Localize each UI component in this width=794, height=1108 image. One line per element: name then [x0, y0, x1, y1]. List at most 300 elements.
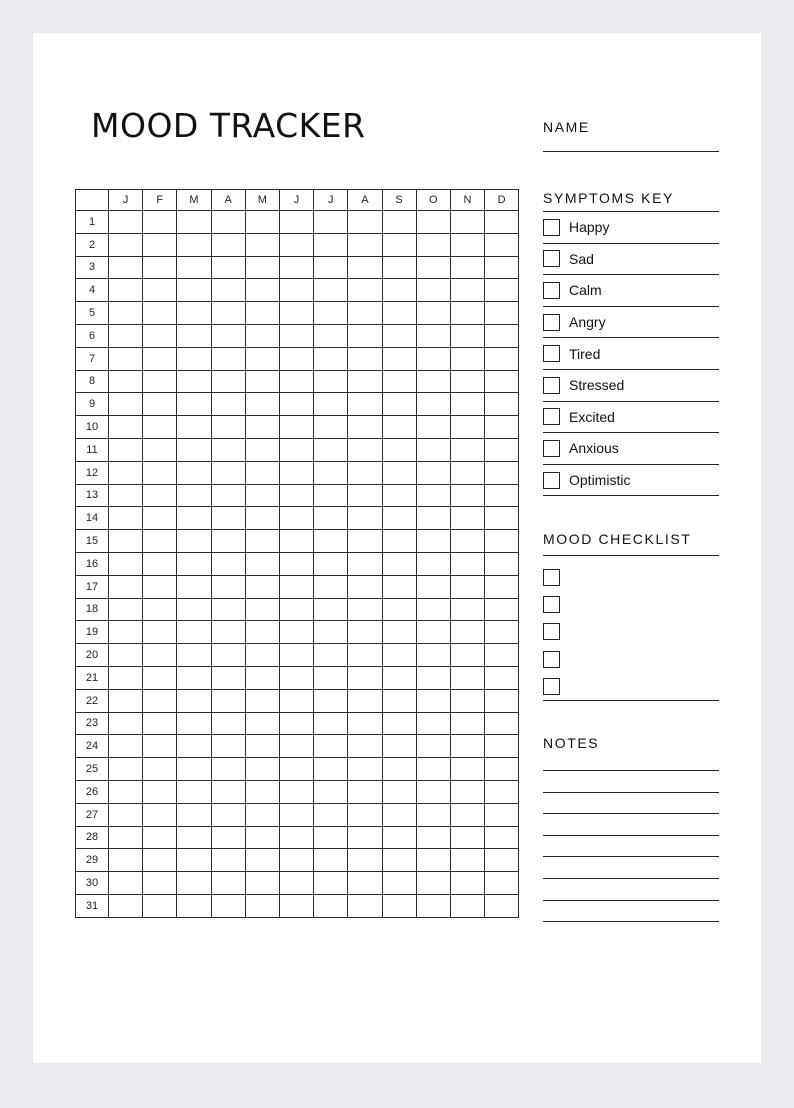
mood-cell[interactable]: [211, 666, 245, 689]
mood-cell[interactable]: [177, 894, 211, 917]
mood-cell[interactable]: [143, 233, 177, 256]
mood-cell[interactable]: [450, 575, 484, 598]
mood-cell[interactable]: [177, 575, 211, 598]
mood-cell[interactable]: [485, 758, 519, 781]
mood-cell[interactable]: [109, 758, 143, 781]
mood-cell[interactable]: [211, 803, 245, 826]
mood-cell[interactable]: [143, 484, 177, 507]
notes-line[interactable]: [543, 835, 719, 836]
mood-cell[interactable]: [143, 347, 177, 370]
mood-cell[interactable]: [485, 826, 519, 849]
mood-cell[interactable]: [314, 621, 348, 644]
mood-cell[interactable]: [485, 211, 519, 234]
mood-cell[interactable]: [211, 621, 245, 644]
mood-cell[interactable]: [279, 803, 313, 826]
mood-cell[interactable]: [382, 484, 416, 507]
mood-cell[interactable]: [348, 803, 382, 826]
mood-cell[interactable]: [416, 507, 450, 530]
mood-cell[interactable]: [382, 211, 416, 234]
mood-cell[interactable]: [211, 211, 245, 234]
mood-cell[interactable]: [109, 621, 143, 644]
mood-cell[interactable]: [109, 279, 143, 302]
symptom-checkbox[interactable]: [543, 472, 560, 489]
mood-cell[interactable]: [485, 689, 519, 712]
mood-cell[interactable]: [143, 393, 177, 416]
mood-cell[interactable]: [485, 393, 519, 416]
mood-cell[interactable]: [109, 484, 143, 507]
mood-cell[interactable]: [279, 279, 313, 302]
mood-cell[interactable]: [485, 803, 519, 826]
mood-cell[interactable]: [245, 666, 279, 689]
mood-cell[interactable]: [348, 598, 382, 621]
mood-cell[interactable]: [382, 780, 416, 803]
mood-cell[interactable]: [314, 256, 348, 279]
mood-cell[interactable]: [382, 666, 416, 689]
mood-cell[interactable]: [348, 233, 382, 256]
mood-cell[interactable]: [450, 302, 484, 325]
mood-cell[interactable]: [109, 324, 143, 347]
mood-cell[interactable]: [382, 256, 416, 279]
mood-cell[interactable]: [485, 666, 519, 689]
mood-cell[interactable]: [211, 849, 245, 872]
mood-cell[interactable]: [245, 324, 279, 347]
mood-cell[interactable]: [382, 644, 416, 667]
mood-cell[interactable]: [382, 689, 416, 712]
mood-cell[interactable]: [177, 461, 211, 484]
mood-cell[interactable]: [143, 780, 177, 803]
mood-cell[interactable]: [348, 644, 382, 667]
mood-cell[interactable]: [314, 438, 348, 461]
mood-cell[interactable]: [245, 894, 279, 917]
mood-cell[interactable]: [348, 347, 382, 370]
mood-cell[interactable]: [416, 735, 450, 758]
mood-cell[interactable]: [485, 302, 519, 325]
mood-cell[interactable]: [245, 644, 279, 667]
mood-cell[interactable]: [279, 552, 313, 575]
mood-cell[interactable]: [450, 211, 484, 234]
mood-cell[interactable]: [485, 347, 519, 370]
mood-cell[interactable]: [245, 233, 279, 256]
mood-cell[interactable]: [314, 894, 348, 917]
mood-cell[interactable]: [245, 552, 279, 575]
mood-cell[interactable]: [314, 598, 348, 621]
mood-cell[interactable]: [382, 507, 416, 530]
mood-cell[interactable]: [382, 302, 416, 325]
mood-cell[interactable]: [416, 324, 450, 347]
mood-cell[interactable]: [143, 507, 177, 530]
mood-cell[interactable]: [245, 211, 279, 234]
mood-cell[interactable]: [177, 689, 211, 712]
mood-cell[interactable]: [314, 552, 348, 575]
mood-cell[interactable]: [382, 758, 416, 781]
mood-cell[interactable]: [211, 735, 245, 758]
mood-cell[interactable]: [109, 416, 143, 439]
mood-cell[interactable]: [314, 484, 348, 507]
mood-cell[interactable]: [279, 347, 313, 370]
mood-cell[interactable]: [450, 393, 484, 416]
mood-cell[interactable]: [279, 575, 313, 598]
mood-cell[interactable]: [450, 256, 484, 279]
mood-cell[interactable]: [143, 302, 177, 325]
mood-cell[interactable]: [279, 233, 313, 256]
symptom-checkbox[interactable]: [543, 250, 560, 267]
mood-cell[interactable]: [109, 598, 143, 621]
mood-cell[interactable]: [348, 575, 382, 598]
mood-cell[interactable]: [211, 416, 245, 439]
mood-cell[interactable]: [177, 598, 211, 621]
mood-cell[interactable]: [279, 758, 313, 781]
mood-cell[interactable]: [450, 826, 484, 849]
mood-cell[interactable]: [314, 324, 348, 347]
mood-cell[interactable]: [314, 826, 348, 849]
mood-cell[interactable]: [416, 211, 450, 234]
mood-cell[interactable]: [348, 894, 382, 917]
mood-cell[interactable]: [279, 211, 313, 234]
mood-cell[interactable]: [382, 530, 416, 553]
mood-cell[interactable]: [416, 416, 450, 439]
mood-cell[interactable]: [382, 324, 416, 347]
mood-cell[interactable]: [314, 211, 348, 234]
mood-cell[interactable]: [348, 484, 382, 507]
mood-cell[interactable]: [177, 621, 211, 644]
mood-cell[interactable]: [314, 735, 348, 758]
mood-cell[interactable]: [109, 256, 143, 279]
mood-cell[interactable]: [177, 416, 211, 439]
mood-cell[interactable]: [314, 712, 348, 735]
mood-cell[interactable]: [382, 461, 416, 484]
mood-cell[interactable]: [450, 758, 484, 781]
mood-cell[interactable]: [211, 461, 245, 484]
mood-cell[interactable]: [485, 507, 519, 530]
mood-cell[interactable]: [279, 644, 313, 667]
mood-cell[interactable]: [314, 575, 348, 598]
symptom-checkbox[interactable]: [543, 282, 560, 299]
mood-cell[interactable]: [211, 393, 245, 416]
mood-cell[interactable]: [177, 256, 211, 279]
mood-cell[interactable]: [211, 575, 245, 598]
mood-cell[interactable]: [450, 416, 484, 439]
mood-cell[interactable]: [211, 552, 245, 575]
mood-cell[interactable]: [314, 233, 348, 256]
mood-cell[interactable]: [485, 484, 519, 507]
mood-cell[interactable]: [416, 552, 450, 575]
mood-cell[interactable]: [314, 416, 348, 439]
mood-cell[interactable]: [109, 826, 143, 849]
mood-cell[interactable]: [348, 279, 382, 302]
mood-cell[interactable]: [348, 689, 382, 712]
mood-cell[interactable]: [450, 689, 484, 712]
mood-cell[interactable]: [109, 370, 143, 393]
mood-cell[interactable]: [314, 461, 348, 484]
mood-cell[interactable]: [485, 370, 519, 393]
mood-cell[interactable]: [348, 621, 382, 644]
mood-cell[interactable]: [245, 461, 279, 484]
mood-cell[interactable]: [348, 438, 382, 461]
mood-cell[interactable]: [314, 689, 348, 712]
mood-cell[interactable]: [177, 279, 211, 302]
mood-cell[interactable]: [450, 666, 484, 689]
mood-cell[interactable]: [279, 894, 313, 917]
mood-cell[interactable]: [245, 438, 279, 461]
mood-cell[interactable]: [450, 803, 484, 826]
mood-cell[interactable]: [177, 484, 211, 507]
mood-cell[interactable]: [143, 803, 177, 826]
mood-checkbox[interactable]: [543, 623, 560, 640]
mood-cell[interactable]: [348, 530, 382, 553]
mood-cell[interactable]: [416, 712, 450, 735]
mood-cell[interactable]: [279, 530, 313, 553]
mood-cell[interactable]: [177, 712, 211, 735]
mood-cell[interactable]: [416, 575, 450, 598]
mood-cell[interactable]: [450, 735, 484, 758]
mood-cell[interactable]: [416, 302, 450, 325]
notes-line[interactable]: [543, 856, 719, 857]
mood-cell[interactable]: [348, 552, 382, 575]
notes-line[interactable]: [543, 878, 719, 879]
mood-cell[interactable]: [245, 621, 279, 644]
symptom-checkbox[interactable]: [543, 219, 560, 236]
mood-cell[interactable]: [177, 826, 211, 849]
mood-cell[interactable]: [450, 712, 484, 735]
mood-cell[interactable]: [450, 507, 484, 530]
mood-cell[interactable]: [416, 370, 450, 393]
mood-cell[interactable]: [314, 530, 348, 553]
mood-cell[interactable]: [109, 849, 143, 872]
mood-cell[interactable]: [109, 347, 143, 370]
notes-line[interactable]: [543, 900, 719, 901]
mood-cell[interactable]: [382, 826, 416, 849]
mood-cell[interactable]: [109, 211, 143, 234]
mood-cell[interactable]: [177, 347, 211, 370]
mood-cell[interactable]: [279, 735, 313, 758]
mood-cell[interactable]: [348, 370, 382, 393]
mood-cell[interactable]: [109, 233, 143, 256]
mood-cell[interactable]: [143, 279, 177, 302]
mood-cell[interactable]: [211, 826, 245, 849]
mood-cell[interactable]: [143, 575, 177, 598]
mood-cell[interactable]: [279, 666, 313, 689]
mood-cell[interactable]: [245, 484, 279, 507]
mood-cell[interactable]: [279, 438, 313, 461]
symptom-checkbox[interactable]: [543, 440, 560, 457]
mood-cell[interactable]: [416, 689, 450, 712]
mood-cell[interactable]: [382, 598, 416, 621]
mood-cell[interactable]: [143, 758, 177, 781]
mood-cell[interactable]: [485, 279, 519, 302]
mood-cell[interactable]: [485, 712, 519, 735]
mood-cell[interactable]: [211, 279, 245, 302]
mood-cell[interactable]: [485, 256, 519, 279]
mood-cell[interactable]: [314, 279, 348, 302]
mood-cell[interactable]: [348, 735, 382, 758]
mood-cell[interactable]: [416, 393, 450, 416]
mood-cell[interactable]: [348, 324, 382, 347]
mood-cell[interactable]: [143, 416, 177, 439]
mood-cell[interactable]: [177, 644, 211, 667]
mood-cell[interactable]: [177, 780, 211, 803]
mood-cell[interactable]: [382, 712, 416, 735]
mood-cell[interactable]: [485, 461, 519, 484]
mood-cell[interactable]: [245, 347, 279, 370]
mood-cell[interactable]: [416, 598, 450, 621]
mood-cell[interactable]: [348, 872, 382, 895]
mood-cell[interactable]: [485, 872, 519, 895]
mood-cell[interactable]: [177, 438, 211, 461]
mood-cell[interactable]: [109, 712, 143, 735]
mood-cell[interactable]: [314, 507, 348, 530]
mood-cell[interactable]: [416, 803, 450, 826]
mood-cell[interactable]: [245, 302, 279, 325]
mood-cell[interactable]: [416, 894, 450, 917]
mood-cell[interactable]: [109, 530, 143, 553]
mood-cell[interactable]: [245, 712, 279, 735]
mood-cell[interactable]: [416, 347, 450, 370]
mood-cell[interactable]: [143, 735, 177, 758]
mood-cell[interactable]: [211, 256, 245, 279]
mood-cell[interactable]: [485, 575, 519, 598]
mood-cell[interactable]: [382, 347, 416, 370]
mood-cell[interactable]: [109, 644, 143, 667]
mood-cell[interactable]: [211, 712, 245, 735]
mood-cell[interactable]: [245, 393, 279, 416]
mood-cell[interactable]: [485, 780, 519, 803]
mood-cell[interactable]: [279, 461, 313, 484]
mood-cell[interactable]: [279, 872, 313, 895]
mood-cell[interactable]: [450, 530, 484, 553]
mood-cell[interactable]: [211, 438, 245, 461]
mood-cell[interactable]: [211, 598, 245, 621]
mood-cell[interactable]: [450, 484, 484, 507]
mood-cell[interactable]: [109, 302, 143, 325]
mood-cell[interactable]: [143, 530, 177, 553]
mood-cell[interactable]: [450, 552, 484, 575]
mood-cell[interactable]: [177, 233, 211, 256]
mood-cell[interactable]: [485, 416, 519, 439]
mood-cell[interactable]: [177, 302, 211, 325]
mood-cell[interactable]: [143, 438, 177, 461]
mood-cell[interactable]: [245, 507, 279, 530]
mood-cell[interactable]: [382, 735, 416, 758]
mood-cell[interactable]: [109, 575, 143, 598]
mood-cell[interactable]: [450, 621, 484, 644]
mood-cell[interactable]: [348, 256, 382, 279]
mood-cell[interactable]: [348, 302, 382, 325]
mood-cell[interactable]: [485, 894, 519, 917]
mood-cell[interactable]: [245, 370, 279, 393]
mood-cell[interactable]: [450, 461, 484, 484]
mood-cell[interactable]: [485, 598, 519, 621]
mood-cell[interactable]: [245, 826, 279, 849]
mood-cell[interactable]: [279, 598, 313, 621]
mood-cell[interactable]: [416, 279, 450, 302]
mood-cell[interactable]: [245, 530, 279, 553]
mood-cell[interactable]: [143, 872, 177, 895]
mood-cell[interactable]: [314, 758, 348, 781]
mood-cell[interactable]: [348, 211, 382, 234]
mood-cell[interactable]: [211, 302, 245, 325]
mood-cell[interactable]: [348, 507, 382, 530]
mood-cell[interactable]: [143, 461, 177, 484]
mood-cell[interactable]: [279, 416, 313, 439]
mood-cell[interactable]: [279, 826, 313, 849]
symptom-checkbox[interactable]: [543, 314, 560, 331]
mood-cell[interactable]: [450, 438, 484, 461]
mood-cell[interactable]: [143, 894, 177, 917]
mood-cell[interactable]: [279, 393, 313, 416]
mood-cell[interactable]: [245, 598, 279, 621]
mood-cell[interactable]: [450, 894, 484, 917]
mood-cell[interactable]: [450, 233, 484, 256]
mood-cell[interactable]: [143, 826, 177, 849]
mood-cell[interactable]: [109, 393, 143, 416]
mood-cell[interactable]: [211, 484, 245, 507]
mood-cell[interactable]: [211, 324, 245, 347]
mood-cell[interactable]: [450, 279, 484, 302]
mood-cell[interactable]: [143, 644, 177, 667]
mood-cell[interactable]: [485, 552, 519, 575]
mood-cell[interactable]: [177, 849, 211, 872]
mood-cell[interactable]: [416, 644, 450, 667]
mood-cell[interactable]: [143, 689, 177, 712]
mood-cell[interactable]: [382, 233, 416, 256]
mood-cell[interactable]: [279, 324, 313, 347]
mood-checkbox[interactable]: [543, 569, 560, 586]
symptom-checkbox[interactable]: [543, 408, 560, 425]
mood-cell[interactable]: [382, 416, 416, 439]
mood-cell[interactable]: [485, 735, 519, 758]
mood-cell[interactable]: [245, 416, 279, 439]
mood-cell[interactable]: [143, 712, 177, 735]
mood-cell[interactable]: [109, 552, 143, 575]
mood-cell[interactable]: [177, 324, 211, 347]
mood-cell[interactable]: [314, 302, 348, 325]
mood-cell[interactable]: [143, 598, 177, 621]
mood-cell[interactable]: [177, 393, 211, 416]
mood-cell[interactable]: [211, 347, 245, 370]
mood-cell[interactable]: [109, 461, 143, 484]
mood-cell[interactable]: [177, 666, 211, 689]
mood-cell[interactable]: [314, 872, 348, 895]
mood-cell[interactable]: [177, 552, 211, 575]
mood-cell[interactable]: [109, 438, 143, 461]
mood-cell[interactable]: [143, 666, 177, 689]
mood-cell[interactable]: [450, 598, 484, 621]
mood-cell[interactable]: [348, 758, 382, 781]
mood-cell[interactable]: [314, 393, 348, 416]
mood-cell[interactable]: [109, 735, 143, 758]
mood-cell[interactable]: [211, 507, 245, 530]
mood-cell[interactable]: [245, 780, 279, 803]
mood-cell[interactable]: [279, 256, 313, 279]
mood-cell[interactable]: [211, 370, 245, 393]
mood-cell[interactable]: [109, 689, 143, 712]
mood-cell[interactable]: [314, 666, 348, 689]
mood-cell[interactable]: [143, 849, 177, 872]
mood-cell[interactable]: [177, 758, 211, 781]
mood-cell[interactable]: [177, 530, 211, 553]
mood-cell[interactable]: [382, 279, 416, 302]
mood-cell[interactable]: [450, 780, 484, 803]
mood-cell[interactable]: [177, 735, 211, 758]
mood-cell[interactable]: [314, 803, 348, 826]
mood-cell[interactable]: [450, 347, 484, 370]
mood-checkbox[interactable]: [543, 651, 560, 668]
notes-line[interactable]: [543, 770, 719, 771]
mood-cell[interactable]: [348, 416, 382, 439]
mood-cell[interactable]: [382, 393, 416, 416]
mood-cell[interactable]: [382, 438, 416, 461]
mood-cell[interactable]: [485, 233, 519, 256]
